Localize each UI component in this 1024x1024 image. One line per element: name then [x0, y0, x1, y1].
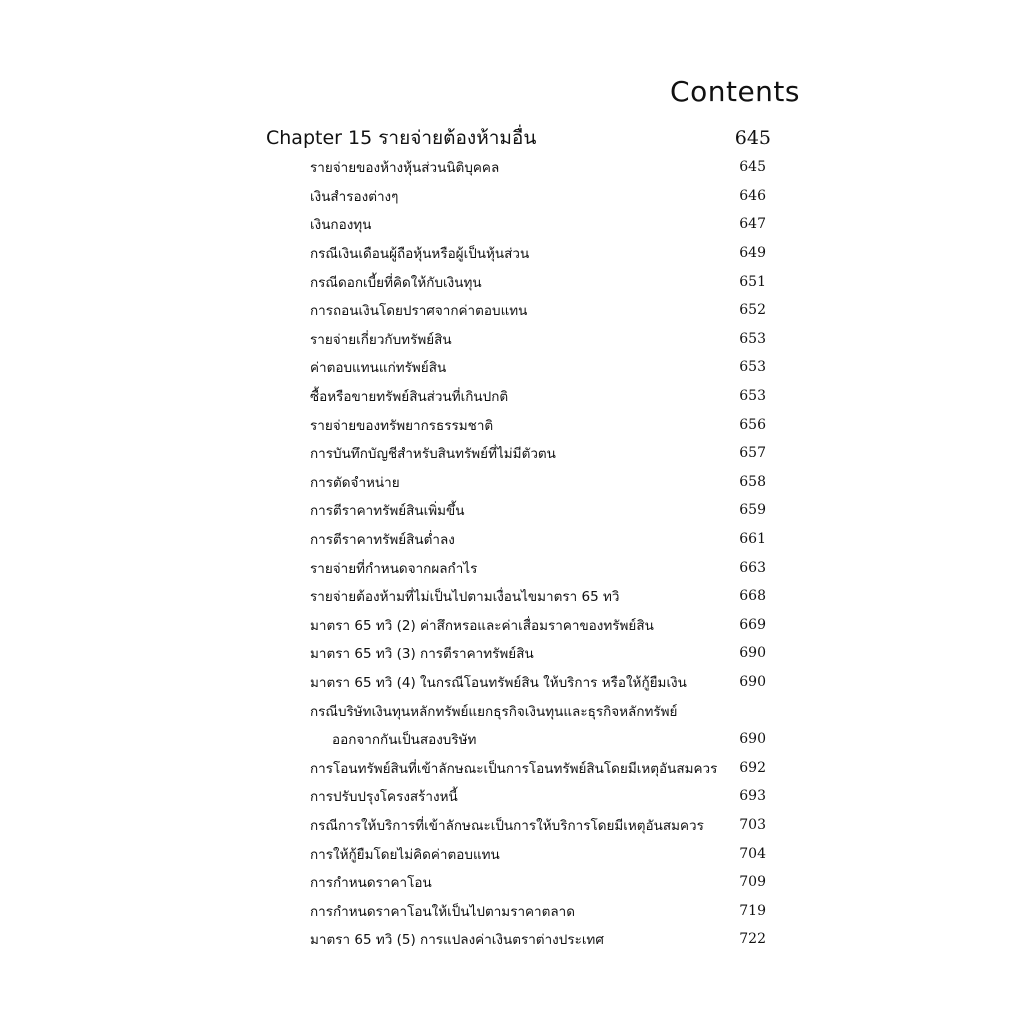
toc-entry: [310, 696, 766, 725]
toc-entry: [310, 353, 766, 382]
toc-entry-title: กรณีเงินเดือนผู้ถือหุ้นหรือผู้เป็นหุ้นส่วน: [310, 246, 530, 263]
toc-entry-title: ค่าตอบแทนแก่ทรัพย์สิน: [310, 360, 447, 377]
toc-entry-title: การบันทึกบัญชีสำหรับสินทรัพย์ที่ไม่มีตัวตน: [310, 446, 556, 463]
toc-entry: [310, 553, 766, 582]
toc-entry-title: รายจ่ายของห้างหุ้นส่วนนิติบุคคล: [310, 160, 500, 177]
page-title: Contents: [670, 74, 800, 108]
toc-entry-page: 651: [739, 273, 766, 290]
toc-entry-title: การปรับปรุงโครงสร้างหนี้: [310, 789, 458, 806]
toc-entry-page: 649: [739, 245, 766, 262]
toc-entry-title: ซื้อหรือขายทรัพย์สินส่วนที่เกินปกติ: [310, 389, 509, 406]
toc-entry: [310, 153, 766, 182]
toc-entry-title: การถอนเงินโดยปราศจากค่าตอบแทน: [310, 303, 528, 320]
toc-entry-title: การตีราคาทรัพย์สินต่ำลง: [310, 532, 455, 549]
toc-entry-title: รายจ่ายเกี่ยวกับทรัพย์สิน: [310, 331, 452, 348]
toc-entry: [310, 811, 766, 840]
toc-entry: [310, 582, 766, 611]
toc-entry: [310, 639, 766, 668]
toc-entry-title: การกำหนดราคาโอนให้เป็นไปตามราคาตลาด: [310, 903, 576, 920]
toc-entry-page: 722: [739, 931, 766, 948]
toc-entry: [310, 439, 766, 468]
toc-list: [310, 153, 766, 954]
toc-entry: [310, 925, 766, 954]
toc-entry-page: 709: [739, 874, 766, 891]
toc-entry: [310, 668, 766, 697]
toc-entry: [310, 753, 766, 782]
toc-entry: [310, 496, 766, 525]
toc-entry-page: 659: [739, 502, 766, 519]
toc-entry: [310, 611, 766, 640]
toc-entry-title: เงินกองทุน: [310, 217, 372, 234]
toc-entry-title: ออกจากกันเป็นสองบริษัท: [332, 732, 477, 749]
toc-entry-page: 719: [739, 902, 766, 919]
toc-entry: [310, 839, 766, 868]
chapter-page-number: 645: [734, 127, 771, 149]
toc-entry: [310, 382, 766, 411]
toc-entry-title: กรณีการให้บริการที่เข้าลักษณะเป็นการให้บริการโดยมีเหตุอันสมควร: [310, 817, 704, 834]
toc-entry-title: กรณีดอกเบี้ยที่คิดให้กับเงินทุน: [310, 274, 482, 291]
toc-entry-page: 653: [739, 388, 766, 405]
toc-entry-page: 652: [739, 302, 766, 319]
toc-entry: [310, 782, 766, 811]
chapter-heading: [266, 123, 771, 153]
toc-entry-title: กรณีบริษัทเงินทุนหลักทรัพย์แยกธุรกิจเงินทุนและธุรกิจหลักทรัพย์: [310, 703, 678, 720]
toc-entry-page: 656: [739, 416, 766, 433]
toc-entry-page: 690: [739, 731, 766, 748]
toc-entry-page: 703: [739, 816, 766, 833]
toc-entry-page: 690: [739, 645, 766, 662]
toc-entry-page: 647: [739, 216, 766, 233]
toc-entry-page: 653: [739, 330, 766, 347]
toc-entry: [310, 182, 766, 211]
toc-entry-page: 663: [739, 559, 766, 576]
toc-entry: [310, 267, 766, 296]
chapter-title: Chapter 15 รายจ่ายต้องห้ามอื่น: [266, 127, 537, 149]
toc-entry-title: การโอนทรัพย์สินที่เข้าลักษณะเป็นการโอนทรัพย์สินโดยมีเหตุอันสมควร: [310, 760, 718, 777]
toc-entry: [310, 239, 766, 268]
toc-entry: [310, 210, 766, 239]
toc-entry: [310, 725, 766, 754]
toc-entry-page: 690: [739, 673, 766, 690]
toc-entry-title: รายจ่ายต้องห้ามที่ไม่เป็นไปตามเงื่อนไขมาตรา 65 ทวิ: [310, 589, 620, 606]
toc-entry-title: การให้กู้ยืมโดยไม่คิดค่าตอบแทน: [310, 846, 500, 863]
toc-entry-page: 646: [739, 187, 766, 204]
toc-entry-page: 704: [739, 845, 766, 862]
toc-entry-page: 658: [739, 473, 766, 490]
toc-entry: [310, 525, 766, 554]
toc-entry-title: การกำหนดราคาโอน: [310, 875, 432, 892]
toc-entry-page: 645: [739, 159, 766, 176]
toc-entry-title: การตีราคาทรัพย์สินเพิ่มขึ้น: [310, 503, 465, 520]
toc-entry-page: 668: [739, 588, 766, 605]
toc-entry: [310, 325, 766, 354]
toc-entry-title: เงินสำรองต่างๆ: [310, 188, 399, 205]
toc-entry: [310, 468, 766, 497]
toc-entry-page: 653: [739, 359, 766, 376]
toc-entry-title: การตัดจำหน่าย: [310, 474, 400, 491]
toc-entry-page: 692: [739, 759, 766, 776]
toc-entry-title: มาตรา 65 ทวิ (3) การตีราคาทรัพย์สิน: [310, 646, 534, 663]
toc-entry-page: 693: [739, 788, 766, 805]
toc-entry: [310, 896, 766, 925]
toc-entry-page: 657: [739, 445, 766, 462]
toc-entry: [310, 410, 766, 439]
toc-entry-title: รายจ่ายที่กำหนดจากผลกำไร: [310, 560, 478, 577]
toc-entry: [310, 296, 766, 325]
toc-entry-title: รายจ่ายของทรัพยากรธรรมชาติ: [310, 417, 494, 434]
toc-entry-title: มาตรา 65 ทวิ (2) ค่าสึกหรอและค่าเสื่อมราคาของทรัพย์สิน: [310, 617, 654, 634]
toc-entry-page: 669: [739, 616, 766, 633]
toc-entry-title: มาตรา 65 ทวิ (5) การแปลงค่าเงินตราต่างประเทศ: [310, 932, 604, 949]
toc-entry-title: มาตรา 65 ทวิ (4) ในกรณีโอนทรัพย์สิน ให้บริการ หรือให้กู้ยืมเงิน: [310, 674, 687, 691]
toc-entry-page: 661: [739, 531, 766, 548]
toc-entry: [310, 868, 766, 897]
